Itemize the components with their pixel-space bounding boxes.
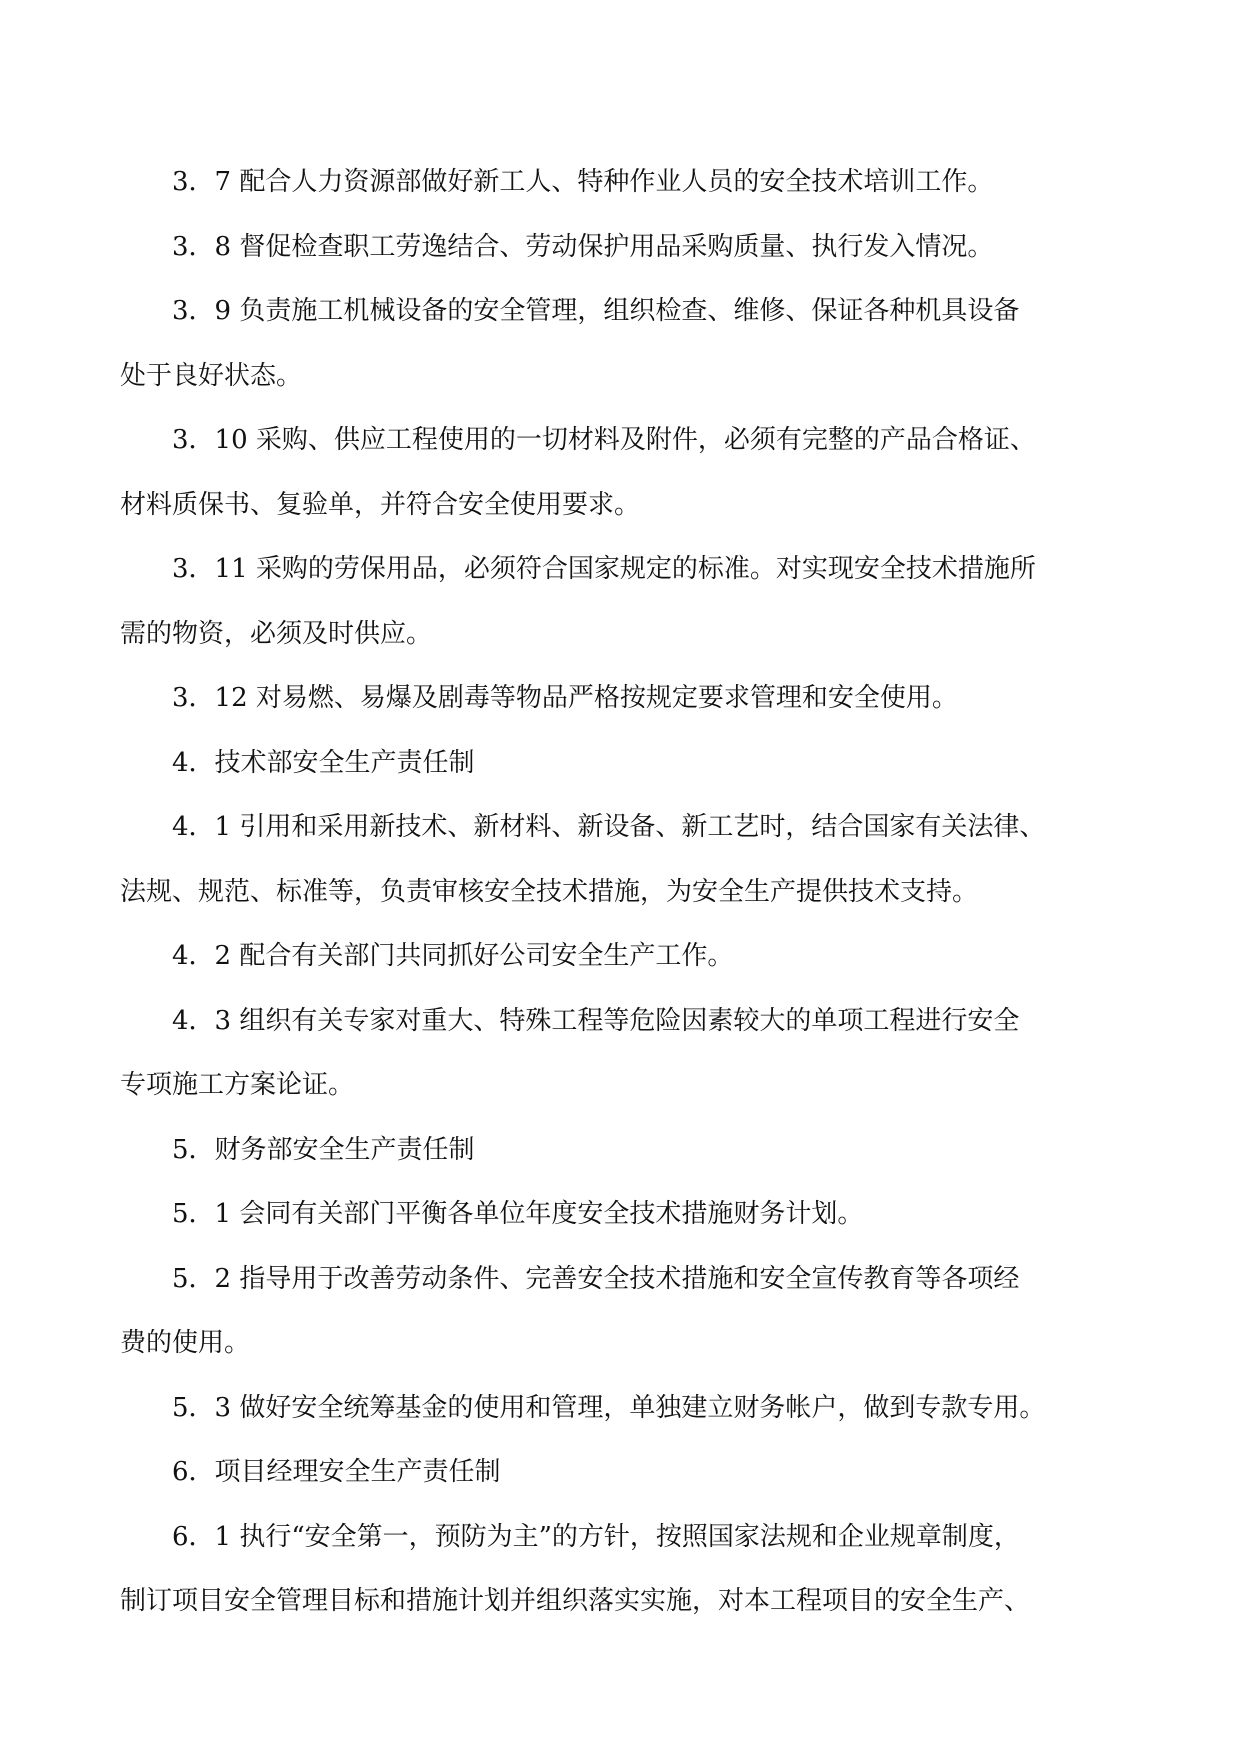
paragraph-3-10 [120, 408, 1126, 537]
paragraph-3-8 [120, 215, 1126, 280]
paragraph-4-1 [120, 795, 1126, 924]
paragraph-5-3 [120, 1376, 1126, 1441]
text-line: 需的物资，必须及时供应。 [120, 618, 433, 649]
text-line: 5．2 指导用于改善劳动条件、完善安全技术措施和安全宣传教育等各项经 [172, 1263, 1020, 1294]
text-line: 法规、规范、标准等，负责审核安全技术措施，为安全生产提供技术支持。 [120, 876, 979, 907]
paragraph-6-1 [120, 1505, 1126, 1634]
text-line: 4．3 组织有关专家对重大、特殊工程等危险因素较大的单项工程进行安全 [172, 1005, 1020, 1036]
text-line: 5．1 会同有关部门平衡各单位年度安全技术措施财务计划。 [172, 1199, 864, 1229]
text-line: 5．3 做好安全统筹基金的使用和管理，单独建立财务帐户，做到专款专用。 [172, 1392, 1046, 1423]
paragraph-3-12 [120, 666, 1126, 731]
text-line: 4．技术部安全生产责任制 [172, 747, 475, 778]
paragraph-3-9 [120, 279, 1126, 408]
paragraph-5-1 [120, 1182, 1126, 1247]
text-line: 3．11 采购的劳保用品，必须符合国家规定的标准。对实现安全技术措施所 [172, 554, 1036, 584]
text-line: 6．项目经理安全生产责任制 [172, 1457, 501, 1487]
document-body [120, 150, 1126, 1634]
text-line: 专项施工方案论证。 [120, 1070, 355, 1100]
paragraph-5-2 [120, 1247, 1126, 1376]
section-heading-5 [120, 1118, 1126, 1183]
text-line: 6．1 执行“安全第一，预防为主”的方针，按照国家法规和企业规章制度， [172, 1521, 1020, 1552]
paragraph-4-3 [120, 989, 1126, 1118]
text-line: 处于良好状态。 [120, 360, 303, 391]
text-line: 5．财务部安全生产责任制 [172, 1134, 475, 1165]
text-line: 3．10 采购、供应工程使用的一切材料及附件，必须有完整的产品合格证、 [172, 425, 1036, 455]
paragraph-3-7 [120, 150, 1126, 215]
text-line: 制订项目安全管理目标和措施计划并组织落实实施，对本工程项目的安全生产、 [120, 1586, 1031, 1616]
text-line: 材料质保书、复验单，并符合安全使用要求。 [120, 489, 641, 520]
section-heading-6 [120, 1440, 1126, 1505]
text-line: 费的使用。 [120, 1328, 251, 1358]
text-line: 3．12 对易燃、易爆及剧毒等物品严格按规定要求管理和安全使用。 [172, 683, 958, 713]
paragraph-3-11 [120, 537, 1126, 666]
section-heading-4 [120, 731, 1126, 796]
text-line: 3．7 配合人力资源部做好新工人、特种作业人员的安全技术培训工作。 [172, 167, 994, 197]
text-line: 3．9 负责施工机械设备的安全管理，组织检查、维修、保证各种机具设备 [172, 296, 1020, 326]
text-line: 4．2 配合有关部门共同抓好公司安全生产工作。 [172, 941, 734, 971]
text-line: 4．1 引用和采用新技术、新材料、新设备、新工艺时，结合国家有关法律、 [172, 812, 1046, 842]
text-line: 3．8 督促检查职工劳逸结合、劳动保护用品采购质量、执行发入情况。 [172, 231, 994, 262]
paragraph-4-2 [120, 924, 1126, 989]
